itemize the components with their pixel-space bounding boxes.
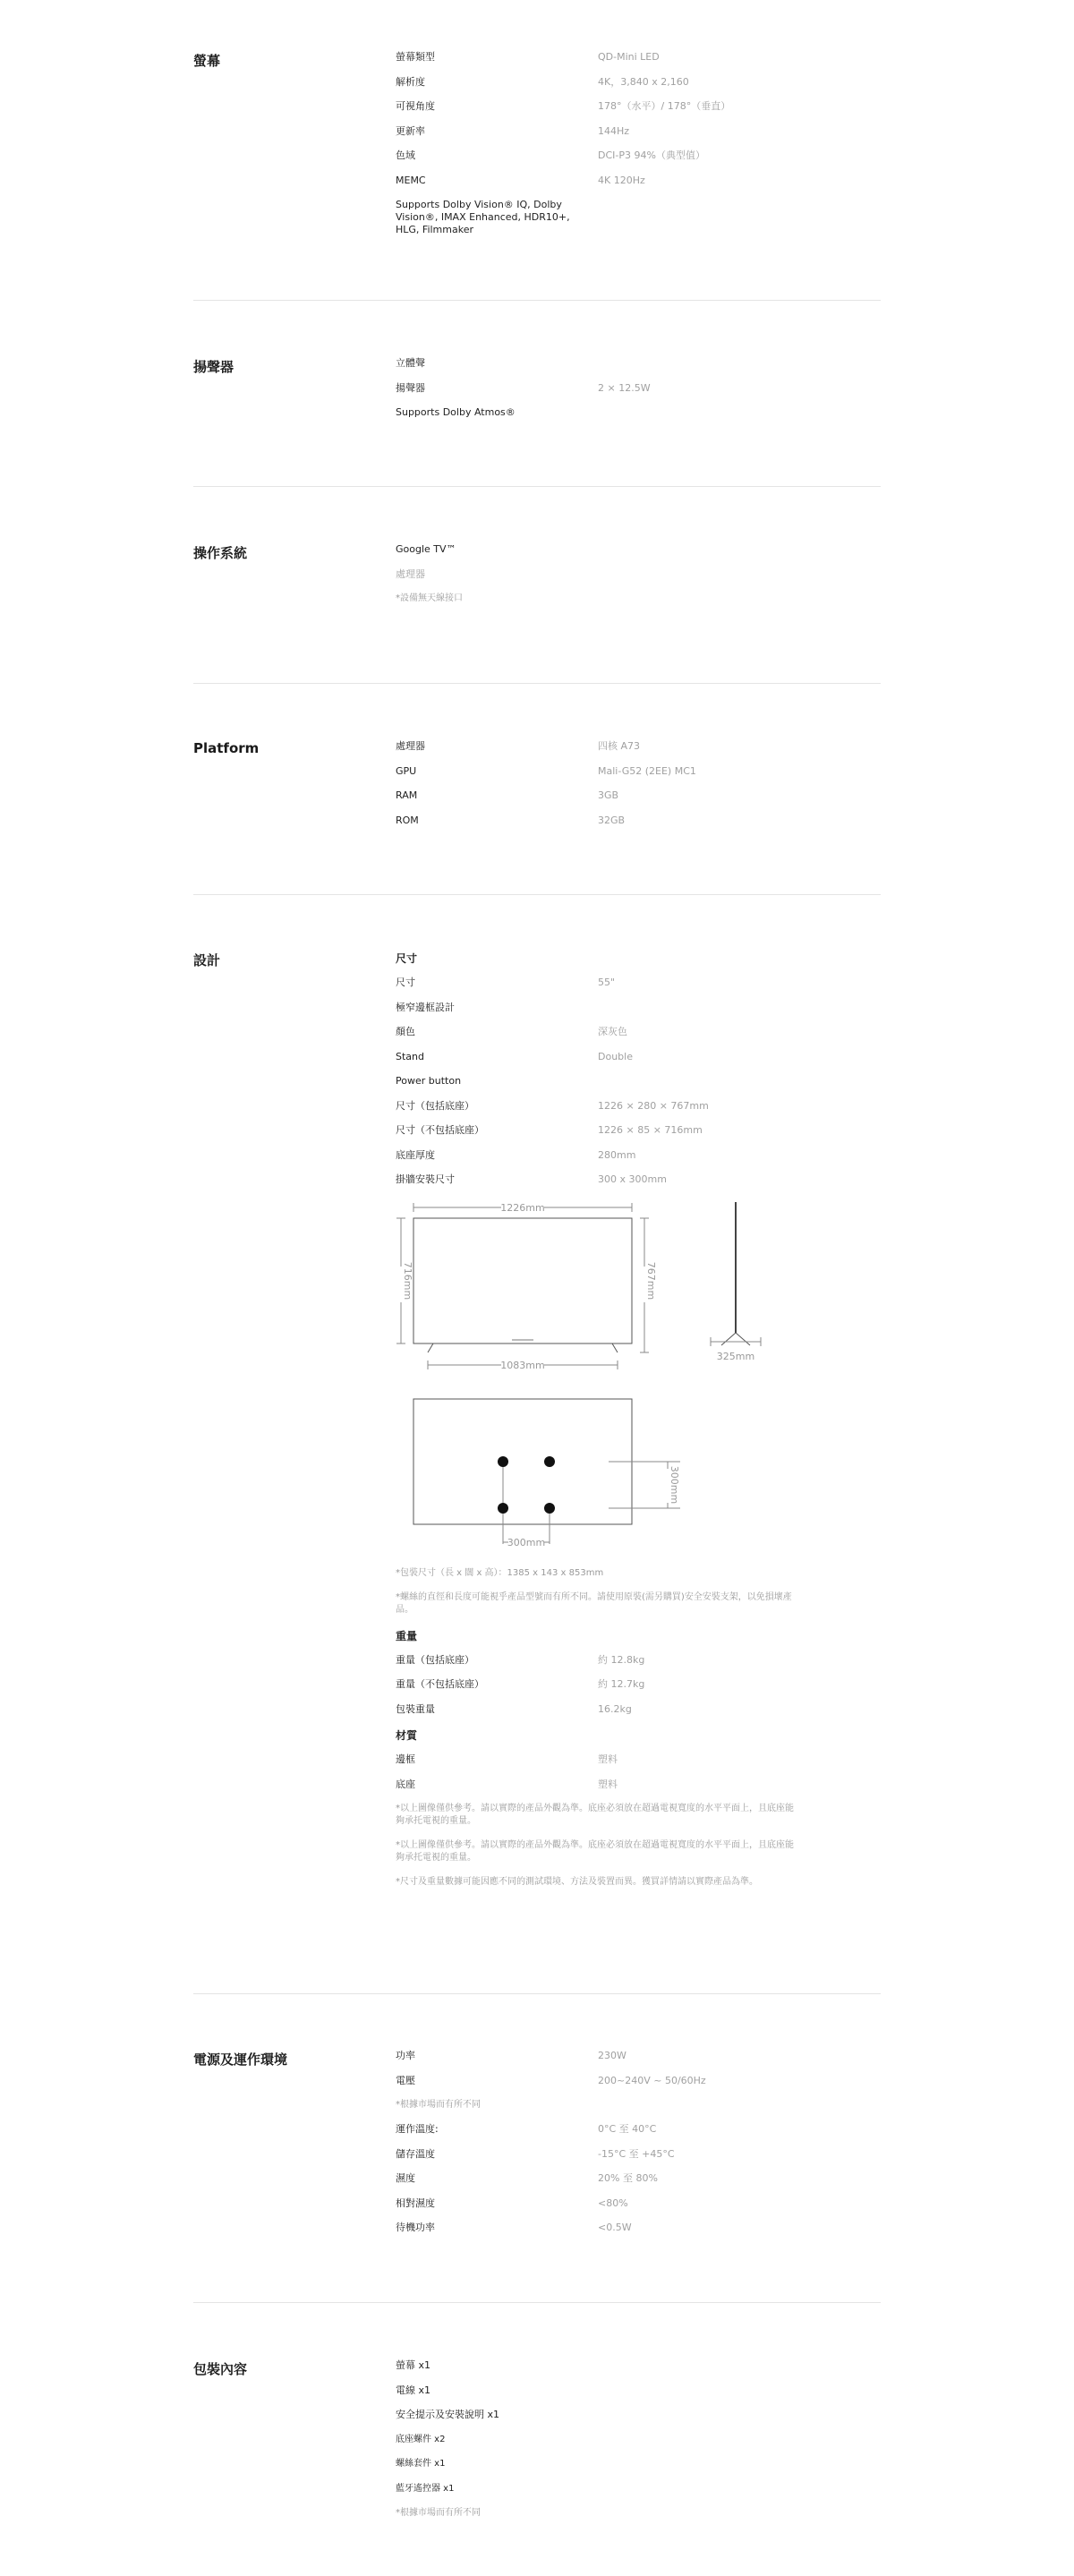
dim-stand-span-label: 1083mm — [500, 1359, 545, 1371]
os-processor: 處理器 — [396, 567, 425, 580]
spec-row — [396, 2123, 879, 2136]
spec-value: 1226 × 280 × 767mm — [598, 1099, 709, 1112]
spec-value: 塑料 — [598, 1753, 618, 1765]
tv-dimension-diagram — [396, 1198, 789, 1378]
spec-row — [396, 1654, 879, 1667]
package-item: 藍牙遙控器 x1 — [396, 2483, 455, 2494]
power-rows — [396, 2050, 879, 2087]
spec-value: 四核 A73 — [598, 740, 641, 752]
image-note-1: *以上圖像僅供參考。請以實際的產品外觀為準。底座必須放在超過電視寬度的水平平面上，且底座能夠承托電視的重量。 — [396, 1804, 794, 1826]
dim-height-no-stand-label: 716mm — [402, 1261, 413, 1300]
spec-value: 約 12.7kg — [598, 1678, 645, 1690]
os-spec-list — [396, 543, 879, 617]
os-name: Google TV™ — [396, 543, 456, 555]
measurement-note: *尺寸及重量數據可能因應不同的測試環境、方法及裝置而異。獲買詳情請以實際產品為準。 — [396, 1877, 758, 1887]
spec-value: 約 12.8kg — [598, 1653, 645, 1666]
spec-value: 200~240V ~ 50/60Hz — [598, 2074, 706, 2086]
spec-label: 運作溫度: — [396, 2123, 439, 2135]
spec-row — [396, 1051, 879, 1063]
spec-row — [396, 1100, 879, 1113]
spec-row — [396, 2050, 879, 2062]
spec-row — [396, 1778, 879, 1791]
spec-label: 處理器 — [396, 740, 425, 752]
spec-row — [396, 789, 879, 802]
spec-value: Double — [598, 1050, 633, 1062]
divider — [193, 683, 881, 684]
spec-row — [396, 977, 879, 989]
material-heading: 材質 — [396, 1729, 418, 1742]
spec-value: 300 x 300mm — [598, 1173, 667, 1185]
spec-value: 4K，3,840 x 2,160 — [598, 75, 689, 88]
platform-spec-list — [396, 740, 879, 839]
spec-row — [396, 175, 879, 187]
size-heading: 尺寸 — [396, 952, 418, 965]
spec-label: 邊框 — [396, 1753, 415, 1765]
spec-label: Stand — [396, 1050, 424, 1062]
design-spec-list — [396, 951, 879, 1900]
package-item: 電線 x1 — [396, 2384, 431, 2396]
spec-label: 顏色 — [396, 1026, 415, 1037]
spec-label: 尺寸（包括底座） — [396, 1099, 474, 1112]
package-market-note: *根據市場而有所不同 — [396, 2508, 481, 2518]
spec-label: Power button — [396, 1075, 462, 1087]
power-market-note: *根據市場而有所不同 — [396, 2100, 481, 2110]
divider — [193, 2302, 881, 2303]
package-item: 底座螺件 x2 — [396, 2434, 446, 2444]
spec-label: 重量（包括底座） — [396, 1653, 474, 1666]
dim-height-with-stand-label: 767mm — [645, 1261, 657, 1300]
spec-row — [396, 2148, 879, 2161]
spec-label: 揚聲器 — [396, 381, 425, 394]
spec-value: <0.5W — [598, 2222, 632, 2233]
spec-row — [396, 1026, 879, 1038]
spec-label: 極窄邊框設計 — [396, 1001, 455, 1013]
package-size-note: *包裝尺寸（長 x 闊 x 高）：1385 x 143 x 853mm — [396, 1567, 604, 1578]
spec-row — [396, 382, 879, 395]
spec-row — [396, 2172, 879, 2185]
spec-value: 1226 × 85 × 716mm — [598, 1124, 703, 1136]
spec-value: 20% 至 80% — [598, 2172, 658, 2184]
spec-label: 色域 — [396, 149, 415, 161]
spec-label: 尺寸 — [396, 977, 415, 988]
spec-value: 230W — [598, 2050, 626, 2061]
display-features: Supports Dolby Vision® IQ, Dolby Vision®, IMAX Enhanced, HDR10+, HLG, Filmmaker — [396, 199, 570, 235]
spec-row — [396, 815, 879, 827]
power-spec-list — [396, 2050, 879, 2247]
spec-value: 280mm — [598, 1148, 636, 1161]
display-spec-list — [396, 51, 879, 249]
spec-value: <80% — [598, 2196, 628, 2209]
spec-value: Mali-G52 (2EE) MC1 — [598, 764, 696, 777]
material-rows — [396, 1753, 879, 1791]
vesa-vertical-label: 300mm — [669, 1465, 680, 1504]
divider — [193, 894, 881, 895]
spec-label: 功率 — [396, 2050, 415, 2061]
spec-row — [396, 125, 879, 138]
package-list — [396, 2359, 879, 2531]
divider — [193, 300, 881, 301]
speaker-spec-list — [396, 357, 879, 431]
section-title-speaker: 揚聲器 — [193, 359, 234, 375]
size-rows — [396, 977, 879, 1186]
spec-row — [396, 1075, 879, 1088]
section-title-power: 電源及運作環境 — [193, 2051, 288, 2068]
spec-label: MEMC — [396, 174, 426, 186]
spec-value: 3GB — [598, 789, 619, 801]
divider — [193, 1993, 881, 1994]
section-title-os: 操作系統 — [193, 545, 248, 561]
section-title-display: 螢幕 — [193, 53, 221, 69]
spec-label: 重量（不包括底座） — [396, 1678, 484, 1690]
spec-label: GPU — [396, 764, 417, 777]
spec-value: 0°C 至 40°C — [598, 2123, 657, 2135]
spec-value: 32GB — [598, 814, 626, 826]
spec-label: 底座 — [396, 1778, 415, 1790]
section-title-design: 設計 — [193, 952, 221, 968]
package-item: 螢幕 x1 — [396, 2359, 431, 2371]
spec-row — [396, 1678, 879, 1691]
spec-value: DCI-P3 94%（典型值） — [598, 149, 705, 161]
spec-value: 16.2kg — [598, 1702, 632, 1715]
spec-row — [396, 1703, 879, 1716]
spec-value: 深灰色 — [598, 1026, 627, 1037]
spec-value: 55" — [598, 977, 616, 988]
spec-label: 尺寸（不包括底座） — [396, 1124, 484, 1136]
spec-row — [396, 51, 879, 64]
spec-label: ROM — [396, 814, 419, 826]
environment-rows — [396, 2123, 879, 2234]
spec-label: 螢幕類型 — [396, 51, 435, 63]
spec-row — [396, 100, 879, 113]
spec-label: 掛牆安裝尺寸 — [396, 1173, 455, 1185]
spec-label: 更新率 — [396, 124, 425, 137]
spec-row — [396, 1149, 879, 1162]
weight-rows — [396, 1654, 879, 1716]
spec-value: 2 × 12.5W — [598, 381, 651, 394]
dim-width-label: 1226mm — [500, 1201, 545, 1214]
spec-label: 可視角度 — [396, 100, 435, 112]
spec-label: RAM — [396, 789, 418, 801]
speaker-features: Supports Dolby Atmos® — [396, 406, 516, 418]
spec-value: 178°（水平）/ 178°（垂直） — [598, 100, 731, 112]
spec-value: 4K 120Hz — [598, 174, 645, 186]
spec-label: 儲存溫度 — [396, 2147, 435, 2160]
dim-depth-label: 325mm — [716, 1350, 755, 1362]
spec-row — [396, 2075, 879, 2087]
spec-label: 相對濕度 — [396, 2196, 435, 2209]
spec-row — [396, 2222, 879, 2234]
os-note: *設備無天線接口 — [396, 593, 463, 603]
spec-label: 電壓 — [396, 2074, 415, 2086]
spec-label: 底座厚度 — [396, 1148, 435, 1161]
spec-value: QD-Mini LED — [598, 51, 660, 63]
package-item: 螺絲套件 x1 — [396, 2459, 446, 2469]
image-note-2: *以上圖像僅供參考。請以實際的產品外觀為準。底座必須放在超過電視寬度的水平平面上，且底座能夠承托電視的重量。 — [396, 1840, 794, 1863]
spec-value: 144Hz — [598, 124, 630, 137]
vesa-horizontal-label: 300mm — [507, 1536, 546, 1548]
section-title-package: 包裝內容 — [193, 2361, 248, 2377]
spec-row — [396, 1124, 879, 1137]
spec-label: 待機功率 — [396, 2222, 435, 2233]
spec-label: 包裝重量 — [396, 1702, 435, 1715]
divider — [193, 486, 881, 487]
spec-label: 解析度 — [396, 75, 425, 88]
screw-note: *螺絲的直徑和長度可能視乎產品型號而有所不同。請使用原裝(需另購買)安全安裝支架，以免損壞產品。 — [396, 1591, 792, 1615]
spec-row — [396, 765, 879, 778]
spec-row — [396, 76, 879, 89]
spec-label: 濕度 — [396, 2172, 415, 2184]
spec-row — [396, 1173, 879, 1186]
spec-row — [396, 149, 879, 162]
section-title-platform: Platform — [193, 740, 260, 756]
wall-mount-diagram — [396, 1392, 789, 1553]
spec-row — [396, 1002, 879, 1014]
spec-row — [396, 740, 879, 753]
spec-row — [396, 2197, 879, 2210]
spec-value: -15°C 至 +45°C — [598, 2147, 675, 2160]
package-item: 安全提示及安裝說明 x1 — [396, 2409, 500, 2420]
spec-row — [396, 1753, 879, 1766]
weight-heading: 重量 — [396, 1629, 418, 1642]
spec-label: 立體聲 — [396, 357, 425, 369]
spec-row — [396, 357, 879, 370]
spec-value: 塑料 — [598, 1778, 618, 1790]
